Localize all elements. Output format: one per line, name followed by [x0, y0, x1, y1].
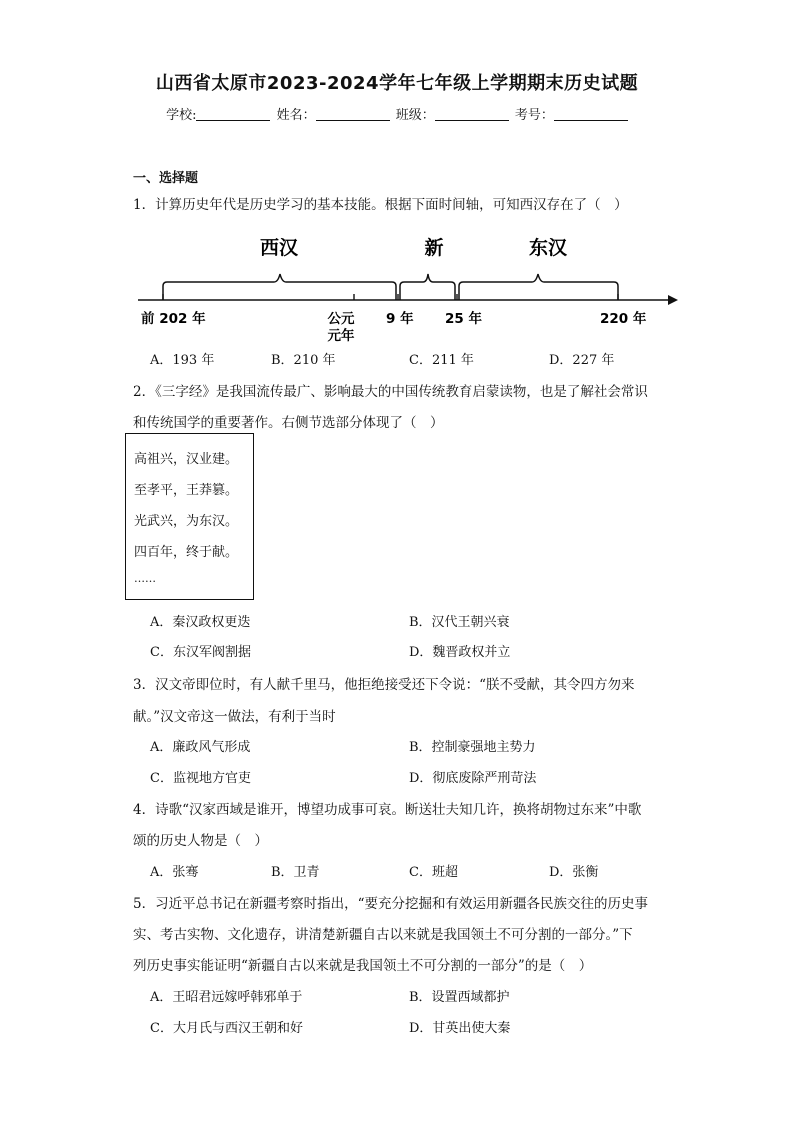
brace-xihan [163, 274, 396, 300]
tick-label-ad1-line1: 公元 [327, 311, 355, 327]
student-info-row [0, 104, 794, 123]
q3-option-b[interactable]: B．控制豪强地主势力 [409, 740, 536, 755]
q5-stem-line-2: 实、考古实物、文化遗存，讲清楚新疆自古以来就是我国领土不可分割的一部分。”下 [133, 927, 633, 943]
verse-line-ellipsis: …… [134, 572, 156, 585]
q2-option-d[interactable]: D．魏晋政权并立 [409, 645, 511, 660]
q5-option-b[interactable]: B．设置西域都护 [409, 990, 510, 1005]
q2-option-a[interactable]: A．秦汉政权更迭 [150, 615, 251, 630]
q1-option-a[interactable]: A．193 年 [150, 353, 215, 368]
q2-option-b[interactable]: B．汉代王朝兴衰 [409, 615, 510, 630]
q5-option-a[interactable]: A．王昭君远嫁呼韩邪单于 [150, 990, 303, 1005]
q1-option-b[interactable]: B．210 年 [271, 353, 336, 368]
q3-option-d[interactable]: D．彻底废除严刑苛法 [409, 771, 537, 786]
period-label-donghan: 东汉 [528, 237, 568, 259]
q5-option-c[interactable]: C．大月氏与西汉王朝和好 [150, 1021, 303, 1036]
q4-stem-line-1: 4．诗歌“汉家西域是谁开，博望功成事可哀。断送壮夫知几许，换将胡物过东来”中歌 [133, 802, 642, 818]
tick-label-202bc: 前 202 年 [141, 311, 206, 327]
q3-option-c[interactable]: C．监视地方官吏 [150, 771, 251, 786]
q1-stem: 1．计算历史年代是历史学习的基本技能。根据下面时间轴，可知西汉存在了（ ） [133, 197, 628, 213]
q1-option-c[interactable]: C．211 年 [409, 353, 474, 368]
q5-stem-line-3: 列历史事实能证明“新疆自古以来就是我国领土不可分割的一部分”的是（ ） [133, 958, 593, 974]
q4-option-b[interactable]: B．卫青 [271, 865, 320, 880]
section-heading: 一、选择题 [133, 171, 199, 186]
q1-option-d[interactable]: D．227 年 [549, 353, 615, 368]
school-blank[interactable] [196, 108, 270, 121]
page-title: 山西省太原市2023-2024学年七年级上学期期末历史试题 [155, 73, 639, 94]
q5-option-d[interactable]: D．甘英出使大秦 [409, 1021, 511, 1036]
name-label: 姓名： [276, 108, 316, 123]
q4-option-a[interactable]: A．张骞 [150, 865, 199, 880]
class-label: 班级： [395, 108, 435, 123]
q4-option-d[interactable]: D．张衡 [549, 865, 599, 880]
period-label-xin: 新 [424, 237, 444, 259]
class-blank[interactable] [435, 108, 509, 121]
tick-label-ad1-line2: 元年 [327, 328, 355, 344]
q3-stem-line-2: 献。”汉文帝这一做法，有利于当时 [133, 709, 336, 725]
verse-line-3: 光武兴，为东汉。 [134, 514, 239, 529]
brace-donghan [459, 274, 618, 300]
exam-number-blank[interactable] [554, 108, 628, 121]
verse-line-4: 四百年，终于献。 [134, 545, 239, 560]
q3-option-a[interactable]: A．廉政风气形成 [150, 740, 251, 755]
q4-option-c[interactable]: C．班超 [409, 865, 458, 880]
verse-line-1: 高祖兴，汉业建。 [134, 452, 239, 467]
period-label-xihan: 西汉 [259, 237, 299, 259]
brace-xin [400, 274, 455, 300]
school-label: 学校: [166, 108, 197, 123]
q5-stem-line-1: 5．习近平总书记在新疆考察时指出，“要充分挖掘和有效运用新疆各民族交往的历史事 [133, 896, 648, 912]
q4-stem-line-2: 颂的历史人物是（ ） [133, 833, 268, 849]
tick-label-25ad: 25 年 [445, 311, 482, 327]
q2-stem-line-1: 2．《三字经》是我国流传最广、影响最大的中国传统教育启蒙读物，也是了解社会常识 [133, 384, 648, 400]
timeline-arrow [668, 295, 678, 305]
q2-option-c[interactable]: C．东汉军阀割据 [150, 645, 251, 660]
tick-label-9ad: 9 年 [386, 311, 414, 327]
name-blank[interactable] [316, 108, 390, 121]
q3-stem-line-1: 3．汉文帝即位时，有人献千里马，他拒绝接受还下令说：“朕不受献，其令四方勿来 [133, 677, 635, 693]
tick-label-220ad: 220 年 [600, 311, 647, 327]
timeline-diagram [130, 228, 690, 346]
verse-line-2: 至孝平，王莽篡。 [134, 483, 239, 498]
sanzijing-excerpt-box [125, 433, 254, 600]
q2-stem-line-2: 和传统国学的重要著作。右侧节选部分体现了（ ） [133, 415, 444, 431]
exam-number-label: 考号： [514, 108, 554, 123]
